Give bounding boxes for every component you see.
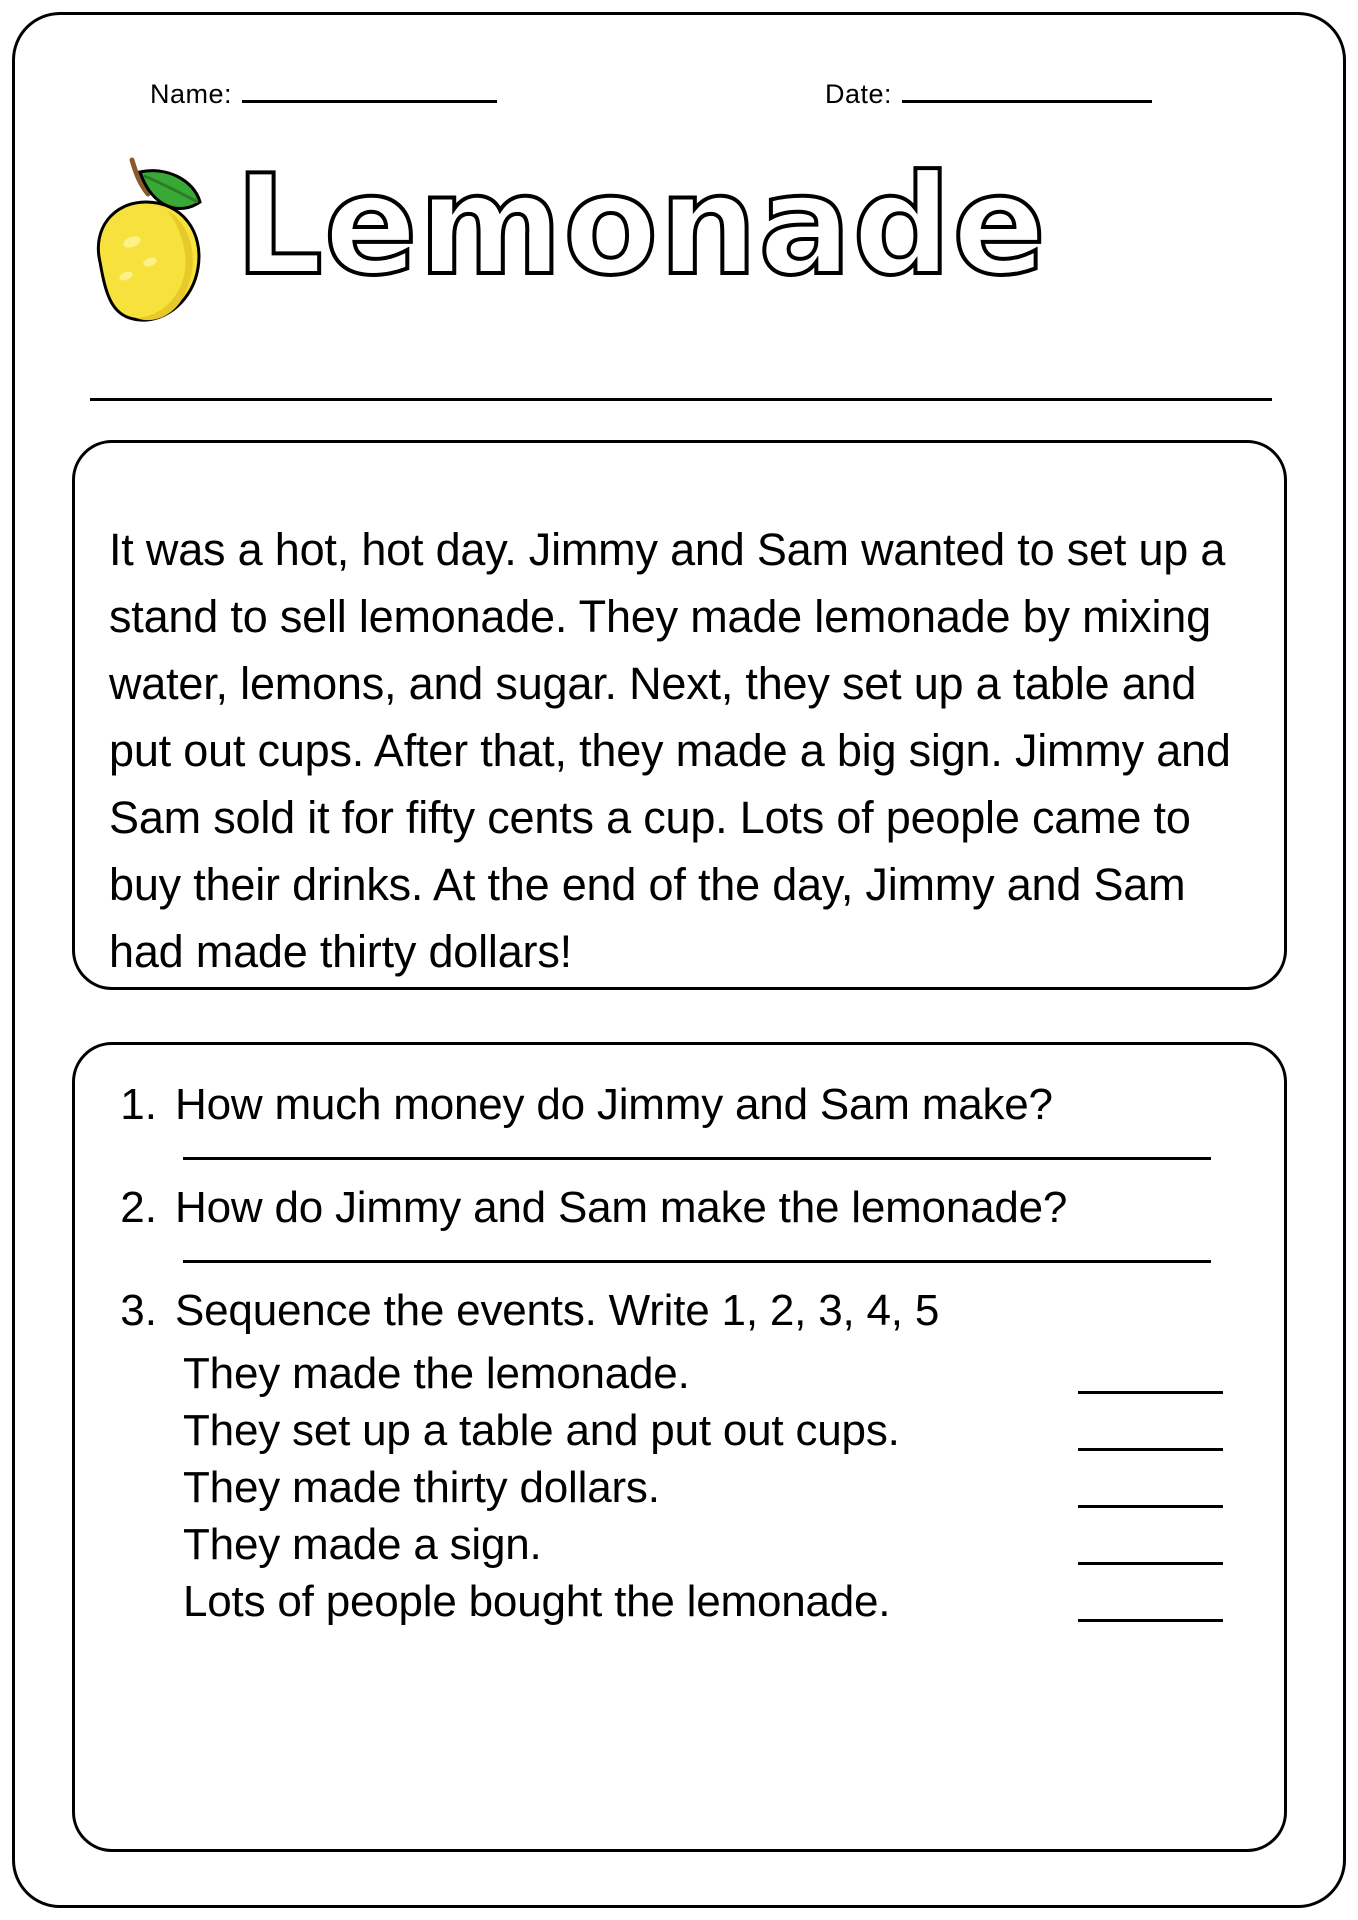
- name-input-line[interactable]: [242, 78, 497, 103]
- question-2: [105, 1178, 1254, 1238]
- answer-line-2[interactable]: [183, 1260, 1211, 1263]
- story-box: [72, 440, 1287, 990]
- story-text: It was a hot, hot day. Jimmy and Sam wanted to set up a stand to sell lemonade. They made lemonade by mixing water, lemons, and sugar. Next, they set up a table and put out cups. After that, they made a big sign. Jimmy and Sam sold it for fifty cents a cup. Lots of people came to buy their drinks. At the end of the day, Jimmy and Sam had made thirty dollars!: [109, 524, 1231, 977]
- question-3-text: Sequence the events. Write 1, 2, 3, 4, 5: [175, 1286, 940, 1335]
- date-input-line[interactable]: [902, 78, 1152, 103]
- date-field-group: [825, 78, 1152, 110]
- lemon-icon: [70, 150, 225, 335]
- questions-box: [72, 1042, 1287, 1852]
- question-2-number: 2.: [120, 1183, 157, 1232]
- date-label: Date:: [825, 79, 893, 109]
- sequence-row: [183, 1571, 1223, 1628]
- sequence-answer-blank[interactable]: [1078, 1615, 1223, 1622]
- sequence-answer-blank[interactable]: [1078, 1444, 1223, 1451]
- question-3-number: 3.: [120, 1286, 157, 1335]
- question-2-text: How do Jimmy and Sam make the lemonade?: [175, 1183, 1068, 1232]
- question-1: [105, 1075, 1254, 1135]
- sequence-row: [183, 1343, 1223, 1400]
- title-row: [70, 140, 1170, 335]
- name-label: Name:: [150, 79, 233, 109]
- page-title: Lemonade: [235, 145, 1047, 306]
- sequence-item-label: They made a sign.: [183, 1520, 542, 1569]
- sequence-item-label: They set up a table and put out cups.: [183, 1406, 900, 1455]
- sequence-list: [183, 1343, 1223, 1628]
- sequence-answer-blank[interactable]: [1078, 1558, 1223, 1565]
- question-3: [105, 1281, 1254, 1341]
- answer-line-1[interactable]: [183, 1157, 1211, 1160]
- sequence-answer-blank[interactable]: [1078, 1387, 1223, 1394]
- sequence-item-label: Lots of people bought the lemonade.: [183, 1577, 891, 1626]
- sequence-row: [183, 1457, 1223, 1514]
- question-1-text: How much money do Jimmy and Sam make?: [175, 1080, 1053, 1129]
- sequence-row: [183, 1400, 1223, 1457]
- sequence-item-label: They made thirty dollars.: [183, 1463, 660, 1512]
- question-1-number: 1.: [120, 1080, 157, 1129]
- sequence-row: [183, 1514, 1223, 1571]
- name-field-group: [150, 78, 497, 110]
- sequence-answer-blank[interactable]: [1078, 1501, 1223, 1508]
- name-date-row: [150, 78, 1210, 118]
- sequence-item-label: They made the lemonade.: [183, 1349, 690, 1398]
- title-divider: [90, 398, 1272, 401]
